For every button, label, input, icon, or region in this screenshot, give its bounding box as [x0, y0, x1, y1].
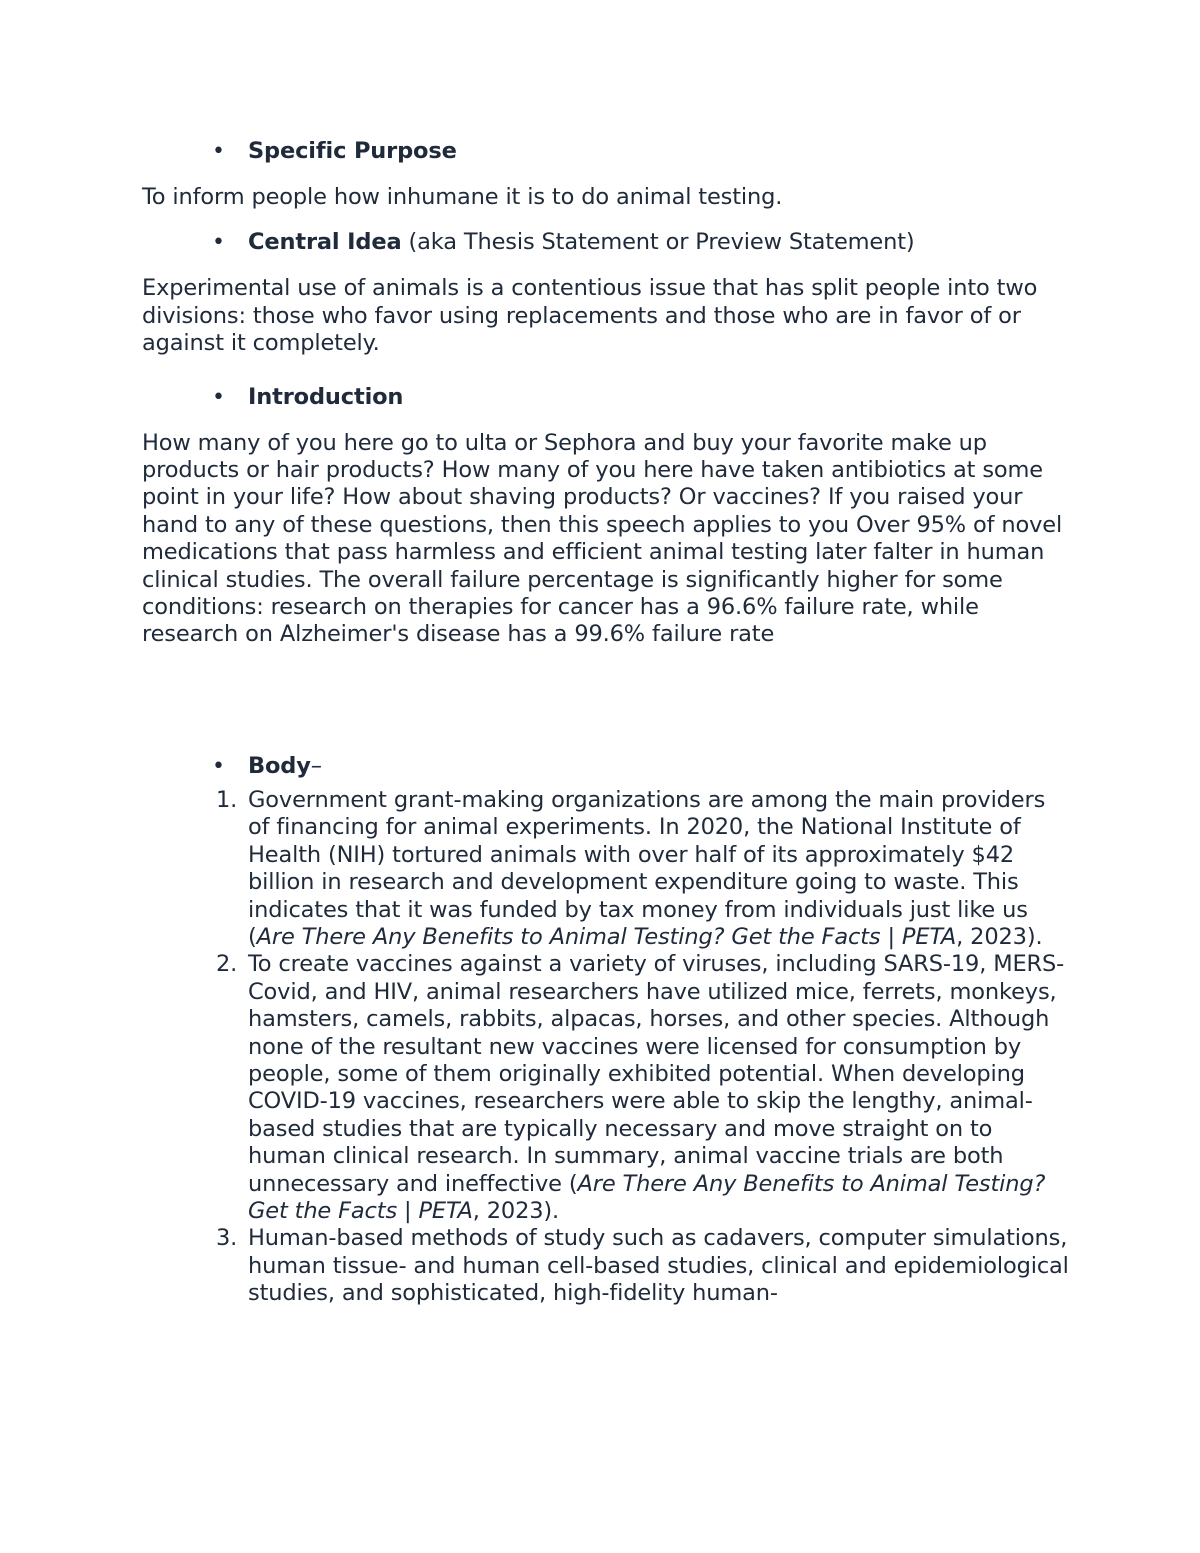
- central-idea-heading: Central Idea: [248, 229, 402, 256]
- bullet-icon: •: [212, 230, 225, 256]
- citation-end: , 2023).: [956, 923, 1043, 950]
- introduction-heading-row: [142, 384, 1072, 418]
- central-idea-heading-row: [142, 229, 1072, 263]
- bullet-icon: •: [212, 139, 225, 164]
- list-item: [142, 1225, 1072, 1307]
- citation-separator: |: [880, 923, 902, 950]
- list-item-text: Human-based methods of study such as cadavers, computer simulations, human tissue- and human cell-based studies, clinical and epidemiological studies, and sophisticated, high-fidelity human-: [248, 1225, 1069, 1307]
- central-idea-text: Experimental use of animals is a contentious issue that has split people into two divisions: those who favor using replacements and those who are in favor of or against it completely.: [142, 275, 1038, 357]
- list-item: [142, 787, 1072, 951]
- specific-purpose-text: To inform people how inhumane it is to do animal testing.: [142, 184, 783, 210]
- citation-separator: |: [397, 1197, 419, 1224]
- list-item: [142, 951, 1072, 1225]
- introduction-heading: Introduction: [248, 383, 404, 410]
- list-item-number: 2.: [216, 951, 238, 978]
- central-idea-subheading: (aka Thesis Statement or Preview Statement): [401, 229, 915, 256]
- list-item-text: To create vaccines against a variety of viruses, including SARS-19, MERS-Covid, and HIV, animal researchers have utilized mice, ferrets, monkeys, hamsters, camels, rabbits, alpacas, horses, and other species. Although none of the resultant new vaccines were licensed for consumption by people, some of them originally exhibited potential. When developing COVID-19 vaccines, researchers were able to skip the lengthy, animal-based studies that are typically necessary and move straight on to human clinical research. In summary, animal vaccine trials are both unnecessary and ineffective (: [248, 951, 1065, 1197]
- body-heading-row: [142, 753, 1072, 787]
- introduction-text: How many of you here go to ulta or Sephora and buy your favorite make up products or hair products? How many of you here have taken antibiotics at some point in your life? How about shaving products? Or vaccines? If you raised your hand to any of these questions, then this speech applies to you Over 95% of novel medications that pass harmless and efficient animal testing later falter in human clinical studies. The overall failure percentage is significantly higher for some conditions: research on therapies for cancer has a 96.6% failure rate, while research on Alzheimer's disease has a 99.6% failure rate: [142, 429, 1063, 648]
- specific-purpose-heading-row: [142, 138, 1072, 172]
- citation-end: , 2023).: [472, 1197, 560, 1224]
- bullet-icon: •: [212, 753, 225, 779]
- citation-source: PETA: [901, 923, 957, 950]
- body-list: [142, 787, 1072, 1308]
- citation-title: Are There Any Benefits to Animal Testing? Get the Facts: [248, 1170, 1046, 1224]
- body-heading: Body: [248, 752, 311, 779]
- list-item-text: Government grant-making organizations are among the main providers of financing for animal experiments. In 2020, the National Institute of Health (NIH) tortured animals with over half of its approximately $42 billion in research and development expenditure going to waste. This indicates that it was funded by tax money from individuals just like us (: [248, 786, 1046, 950]
- body-heading-suffix: –: [310, 752, 322, 779]
- citation-title: Are There Any Benefits to Animal Testing? Get the Facts: [256, 923, 881, 950]
- document-page: [142, 138, 1072, 1308]
- bullet-icon: •: [212, 384, 225, 410]
- specific-purpose-heading: Specific Purpose: [248, 138, 457, 164]
- list-item-number: 3.: [216, 1225, 238, 1252]
- citation-source: PETA: [418, 1197, 473, 1224]
- list-item-number: 1.: [216, 786, 238, 813]
